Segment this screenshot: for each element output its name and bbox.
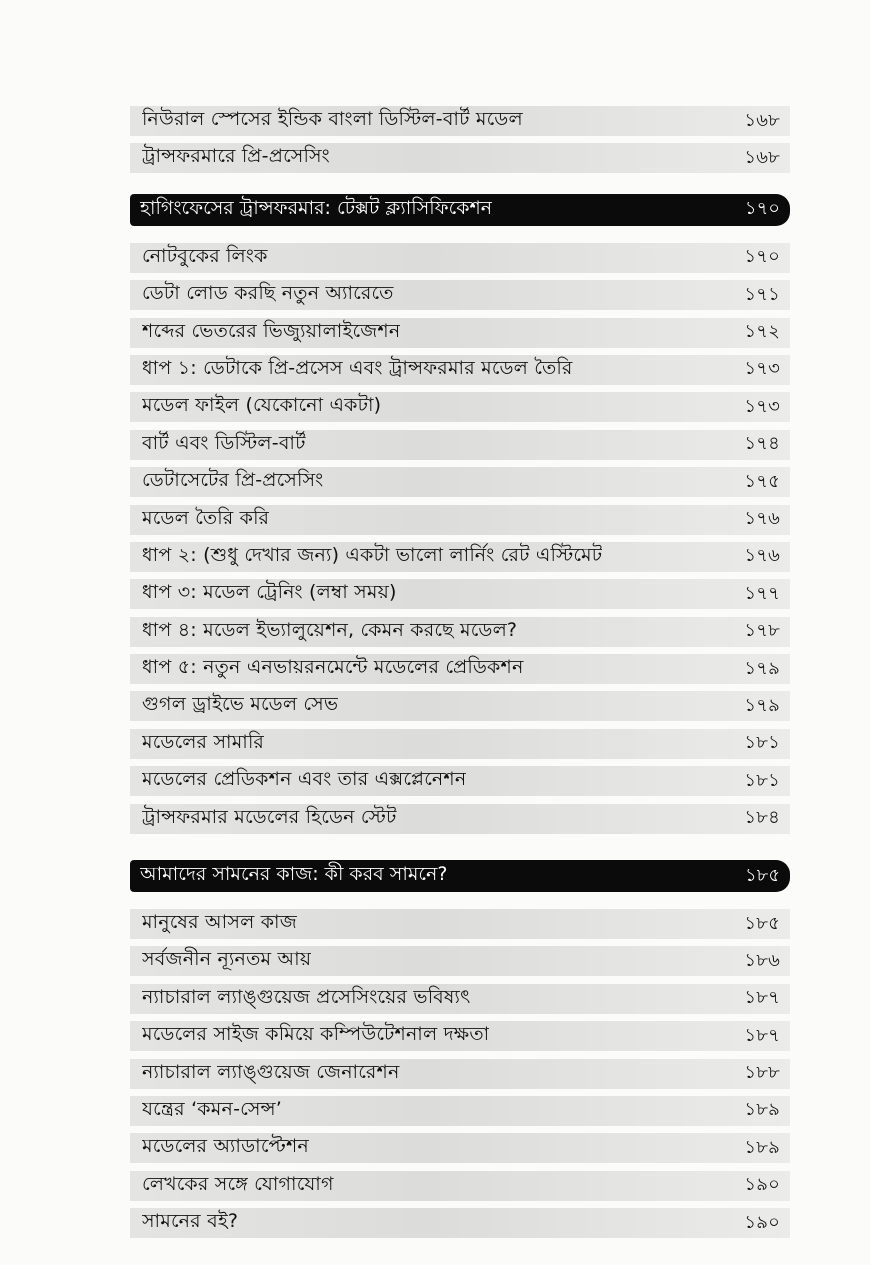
toc-entry[interactable] bbox=[130, 984, 790, 1014]
toc-entry-page: ১৮৯ bbox=[744, 1099, 780, 1121]
toc-entry-page: ১৯০ bbox=[744, 1174, 780, 1196]
toc-entry[interactable] bbox=[130, 355, 790, 385]
toc-entry[interactable] bbox=[130, 467, 790, 497]
toc-entry[interactable] bbox=[130, 392, 790, 422]
toc-entry-page: ১৭৪ bbox=[744, 433, 780, 455]
toc-entry-page: ১৭৩ bbox=[744, 395, 780, 417]
toc-entry-title: মানুষের আসল কাজ bbox=[142, 911, 297, 934]
toc-entry-page: ১৭৮ bbox=[744, 620, 780, 642]
toc-entry[interactable] bbox=[130, 505, 790, 535]
toc-entry[interactable] bbox=[130, 1021, 790, 1051]
toc-entry[interactable] bbox=[130, 1133, 790, 1163]
toc-entry[interactable] bbox=[130, 691, 790, 721]
toc-entry-title: মডেল ফাইল (যেকোনো একটা) bbox=[142, 394, 382, 417]
toc-entry-page: ১৭৩ bbox=[744, 358, 780, 380]
toc-entry[interactable] bbox=[130, 909, 790, 939]
toc-entry-page: ১৭১ bbox=[744, 283, 780, 305]
toc-entry[interactable] bbox=[130, 804, 790, 834]
chapter-heading[interactable] bbox=[130, 860, 790, 892]
toc-entry-page: ১৭৫ bbox=[744, 470, 780, 492]
toc-entry-title: ডেটাসেটের প্রি-প্রসেসিং bbox=[142, 469, 324, 492]
toc-entry-page: ১৭২ bbox=[744, 321, 780, 343]
toc-entry[interactable] bbox=[130, 617, 790, 647]
toc-entry-title: নোটবুকের লিংক bbox=[142, 244, 268, 267]
toc-entry-page: ১৮১ bbox=[744, 769, 780, 791]
toc-entry[interactable] bbox=[130, 280, 790, 310]
chapter-heading-page: ১৮৫ bbox=[744, 864, 780, 886]
chapter-heading-page: ১৭০ bbox=[744, 198, 780, 220]
toc-entry-title: ধাপ ৪: মডেল ইভ্যালুয়েশন, কেমন করছে মডেল? bbox=[142, 618, 518, 641]
toc-entry[interactable] bbox=[130, 654, 790, 684]
toc-entry-title: মডেলের সাইজ কমিয়ে কম্পিউটেশনাল দক্ষতা bbox=[142, 1023, 490, 1046]
toc-entry-title: ট্রান্সফরমার মডেলের হিডেন স্টেট bbox=[142, 805, 397, 828]
toc-entry-page: ১৬৮ bbox=[744, 146, 780, 168]
toc-entry-title: গুগল ড্রাইভে মডেল সেভ bbox=[142, 693, 339, 716]
toc-entry-title: লেখকের সঙ্গে যোগাযোগ bbox=[142, 1172, 334, 1195]
toc-entry-title: সামনের বই? bbox=[142, 1210, 239, 1233]
toc-entry-page: ১৮৫ bbox=[744, 912, 780, 934]
toc-entry[interactable] bbox=[130, 1059, 790, 1089]
toc-entry[interactable] bbox=[130, 430, 790, 460]
toc-entry-title: ধাপ ৫: নতুন এনভায়রনমেন্টে মডেলের প্রেডিকশন bbox=[142, 656, 524, 679]
toc-entry-page: ১৭০ bbox=[744, 246, 780, 268]
toc-entry[interactable] bbox=[130, 766, 790, 796]
toc-entry-title: ন্যাচারাল ল্যাঙ্গুয়েজ প্রসেসিংয়ের ভবিষ্যৎ bbox=[142, 985, 471, 1008]
toc-entry-title: শব্দের ভেতরের ভিজ্যুয়ালাইজেশন bbox=[142, 319, 401, 342]
toc-entry[interactable] bbox=[130, 729, 790, 759]
toc-entry-page: ১৮৯ bbox=[744, 1136, 780, 1158]
chapter-heading-title: আমাদের সামনের কাজ: কী করব সামনে? bbox=[140, 863, 448, 886]
toc-entry-page: ১৯০ bbox=[744, 1211, 780, 1233]
toc-entry-title: মডেল তৈরি করি bbox=[142, 506, 270, 529]
toc-entry-page: ১৮৭ bbox=[744, 1024, 780, 1046]
toc-entry[interactable] bbox=[130, 1208, 790, 1238]
toc-entry-title: নিউরাল স্পেসের ইন্ডিক বাংলা ডিস্টিল-বার্ট মডেল bbox=[142, 108, 523, 130]
toc-entry-page: ১৮৪ bbox=[744, 807, 780, 829]
toc-entry-page: ১৮৬ bbox=[744, 949, 780, 971]
toc-entry-title: মডেলের প্রেডিকশন এবং তার এক্সপ্লেনেশন bbox=[142, 768, 467, 791]
toc-entry[interactable] bbox=[130, 243, 790, 273]
toc-entry[interactable] bbox=[130, 946, 790, 976]
toc-entry-page: ১৭৬ bbox=[744, 508, 780, 530]
toc-entry-title: ধাপ ২: (শুধু দেখার জন্য) একটা ভালো লার্নিং রেট এস্টিমেট bbox=[142, 543, 603, 566]
toc-entry[interactable] bbox=[130, 542, 790, 572]
toc-entry[interactable] bbox=[130, 1171, 790, 1201]
toc-entry-title: ন্যাচারাল ল্যাঙ্গুয়েজ জেনারেশন bbox=[142, 1060, 400, 1083]
toc-entry-page: ১৭৬ bbox=[744, 545, 780, 567]
table-of-contents bbox=[130, 106, 790, 1246]
toc-entry-page: ১৭৭ bbox=[744, 582, 780, 604]
toc-entry-page: ১৭৯ bbox=[744, 694, 780, 716]
toc-entry[interactable] bbox=[130, 1096, 790, 1126]
toc-entry-title: ডেটা লোড করছি নতুন অ্যারেতে bbox=[142, 282, 394, 305]
toc-entry-title: মডেলের অ্যাডাপ্টেশন bbox=[142, 1135, 309, 1158]
toc-entry-page: ১৮৭ bbox=[744, 987, 780, 1009]
toc-entry[interactable] bbox=[130, 143, 790, 173]
toc-entry-page: ১৭৯ bbox=[744, 657, 780, 679]
toc-entry[interactable] bbox=[130, 579, 790, 609]
toc-entry-page: ১৮৮ bbox=[744, 1062, 780, 1084]
toc-entry-page: ১৬৮ bbox=[744, 109, 780, 131]
toc-entry-title: যন্ত্রের ‘কমন-সেন্স’ bbox=[142, 1097, 282, 1120]
chapter-heading-title: হাগিংফেসের ট্রান্সফরমার: টেক্সট ক্ল্যাসিফিকেশন bbox=[140, 196, 493, 219]
toc-entry-title: মডেলের সামারি bbox=[142, 730, 265, 753]
toc-entry-title: ধাপ ১: ডেটাকে প্রি-প্রসেস এবং ট্রান্সফরমার মডেল তৈরি bbox=[142, 356, 573, 379]
toc-entry[interactable] bbox=[130, 318, 790, 348]
toc-entry-page: ১৮১ bbox=[744, 732, 780, 754]
toc-entry-title: ধাপ ৩: মডেল ট্রেনিং (লম্বা সময়) bbox=[142, 581, 397, 604]
toc-entry[interactable] bbox=[130, 106, 790, 136]
toc-entry-title: ট্রান্সফরমারে প্রি-প্রসেসিং bbox=[142, 145, 330, 168]
toc-entry-title: সর্বজনীন ন্যূনতম আয় bbox=[142, 948, 312, 971]
chapter-heading[interactable] bbox=[130, 194, 790, 226]
toc-entry-title: বার্ট এবং ডিস্টিল-বার্ট bbox=[142, 431, 306, 454]
